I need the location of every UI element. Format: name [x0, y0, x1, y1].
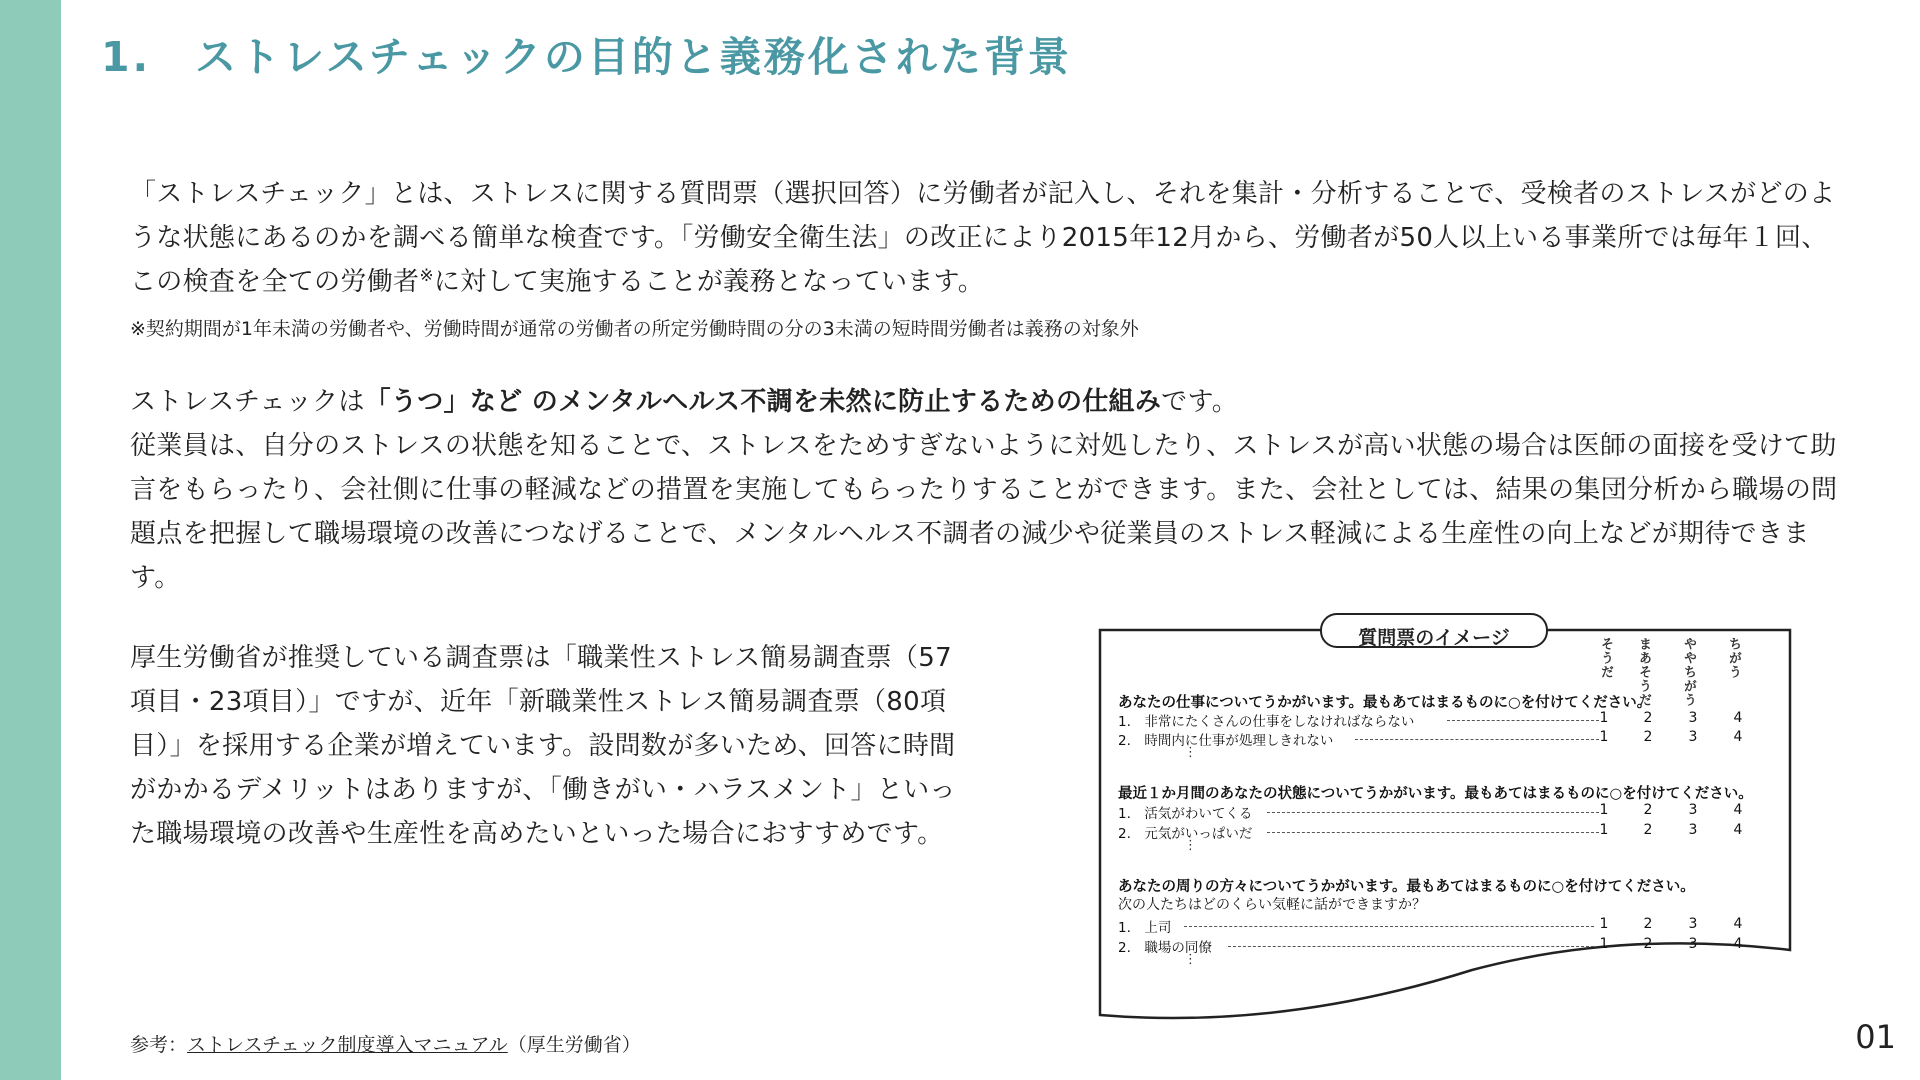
section-heading-2: 最近１か月間のあなたの状態についてうかがいます。最もあてはまるものに○を付けてください。 [1118, 786, 1753, 802]
scale-value: 1 [1599, 710, 1609, 726]
dotted-leader [1228, 946, 1594, 947]
scale-value: 1 [1599, 802, 1609, 818]
scale-value: 4 [1733, 916, 1743, 932]
dotted-leader [1267, 832, 1599, 833]
note-mark: ※ [419, 266, 434, 286]
footnote: ※契約期間が1年未満の労働者や、労働時間が通常の労働者の所定労働時間の分の3未満の短時間労働者は義務の対象外 [130, 318, 1139, 340]
column-header-1: そうだ [1598, 637, 1613, 679]
section-heading-1: あなたの仕事についてうかがいます。最もあてはまるものに○を付けてください。 [1118, 695, 1652, 711]
scale-value: 4 [1733, 936, 1743, 952]
column-header-4: ちがう [1726, 637, 1741, 679]
intro-paragraph [130, 172, 1850, 304]
column-header-2: まあそうだ [1636, 637, 1651, 707]
dotted-leader [1447, 720, 1599, 721]
question-item: 1. 活気がわいてくる [1118, 806, 1253, 822]
scale-value: 4 [1733, 729, 1743, 745]
scale-value: 3 [1688, 936, 1698, 952]
question-item: 2. 時間内に仕事が処理しきれない [1118, 733, 1334, 749]
page-number: 01 [1855, 1018, 1896, 1056]
question-item: 2. 職場の同僚 [1118, 940, 1212, 956]
purpose-emphasis: 「うつ」など のメンタルヘルス不調を未然に防止するための仕組み [364, 387, 1162, 417]
scale-value: 4 [1733, 822, 1743, 838]
intro-text: 「ストレスチェック」とは、ストレスに関する質問票（選択回答）に労働者が記入し、それを集計・分析することで、受検者のストレスがどのような状態にあるのかを調べる簡単な検査です。「労働安全衛生法」の改正により2015年12月から、労働者が50人以上いる事業所では毎年１回、この検査を全ての労働者 [130, 179, 1836, 297]
question-item: 1. 非常にたくさんの仕事をしなければならない [1118, 714, 1415, 730]
questionnaire-title: 質問票のイメージ [1358, 627, 1510, 649]
scale-value: 3 [1688, 802, 1698, 818]
intro-text-continued: に対して実施することが義務となっています。 [433, 267, 985, 297]
questionnaire-image [1092, 610, 1798, 1040]
dotted-leader [1184, 926, 1594, 927]
reference-label: 参考： [130, 1034, 188, 1056]
reference-link[interactable]: ストレスチェック制度導入マニュアル [187, 1034, 508, 1056]
scale-value: 3 [1688, 710, 1698, 726]
scale-value: 4 [1733, 802, 1743, 818]
column-header-3: ややちがう [1681, 637, 1696, 707]
scale-value: 1 [1599, 916, 1609, 932]
side-accent-band [0, 0, 61, 1080]
purpose-lead: ストレスチェックは [130, 387, 365, 417]
scale-value: 2 [1643, 916, 1653, 932]
scale-value: 3 [1688, 822, 1698, 838]
ellipsis: ⋮ [1184, 952, 1197, 967]
question-item: 2. 元気がいっぱいだ [1118, 826, 1253, 842]
dotted-leader [1355, 739, 1599, 740]
scale-value: 1 [1599, 729, 1609, 745]
scale-value: 2 [1643, 729, 1653, 745]
reference-source: （厚生労働省） [507, 1034, 641, 1056]
dotted-leader [1267, 812, 1599, 813]
scale-value: 1 [1599, 936, 1609, 952]
scale-value: 2 [1643, 802, 1653, 818]
scale-value: 1 [1599, 822, 1609, 838]
scale-value: 4 [1733, 710, 1743, 726]
ellipsis: ⋮ [1184, 838, 1197, 853]
scale-value: 2 [1643, 936, 1653, 952]
scale-value: 3 [1688, 729, 1698, 745]
scale-value: 3 [1688, 916, 1698, 932]
purpose-body: 従業員は、自分のストレスの状態を知ることで、ストレスをためすぎないように対処したり、ストレスが高い状態の場合は医師の面接を受けて助言をもらったり、会社側に仕事の軽減などの措置を実施してもらったりすることができます。また、会社としては、結果の集団分析から職場の問題点を把握して職場環境の改善につなげることで、メンタルヘルス不調者の減少や従業員のストレス軽減による生産性の向上などが期待できます。 [130, 431, 1838, 593]
ellipsis: ⋮ [1184, 745, 1197, 760]
section-subheading: 次の人たちはどのくらい気軽に話ができますか？ [1118, 897, 1426, 913]
survey-paragraph: 厚生労働省が推奨している調査票は「職業性ストレス簡易調査票（57項目・23項目）」ですが、近年「新職業性ストレス簡易調査票（80項目）」を採用する企業が増えています。設問数が多いため、回答に時間がかかるデメリットはありますが、「働きがい・ハラスメント」といった職場環境の改善や生産性を高めたいといった場合におすすめです。 [130, 643, 956, 849]
page-title: 1. ストレスチェックの目的と義務化された背景 [101, 33, 1072, 81]
purpose-paragraph [130, 380, 1850, 600]
section-heading-3: あなたの周りの方々についてうかがいます。最もあてはまるものに○を付けてください。 [1118, 879, 1695, 895]
scale-value: 2 [1643, 710, 1653, 726]
reference-note [130, 1030, 641, 1057]
question-item: 1. 上司 [1118, 920, 1172, 936]
purpose-trail: です。 [1161, 387, 1238, 417]
scale-value: 2 [1643, 822, 1653, 838]
